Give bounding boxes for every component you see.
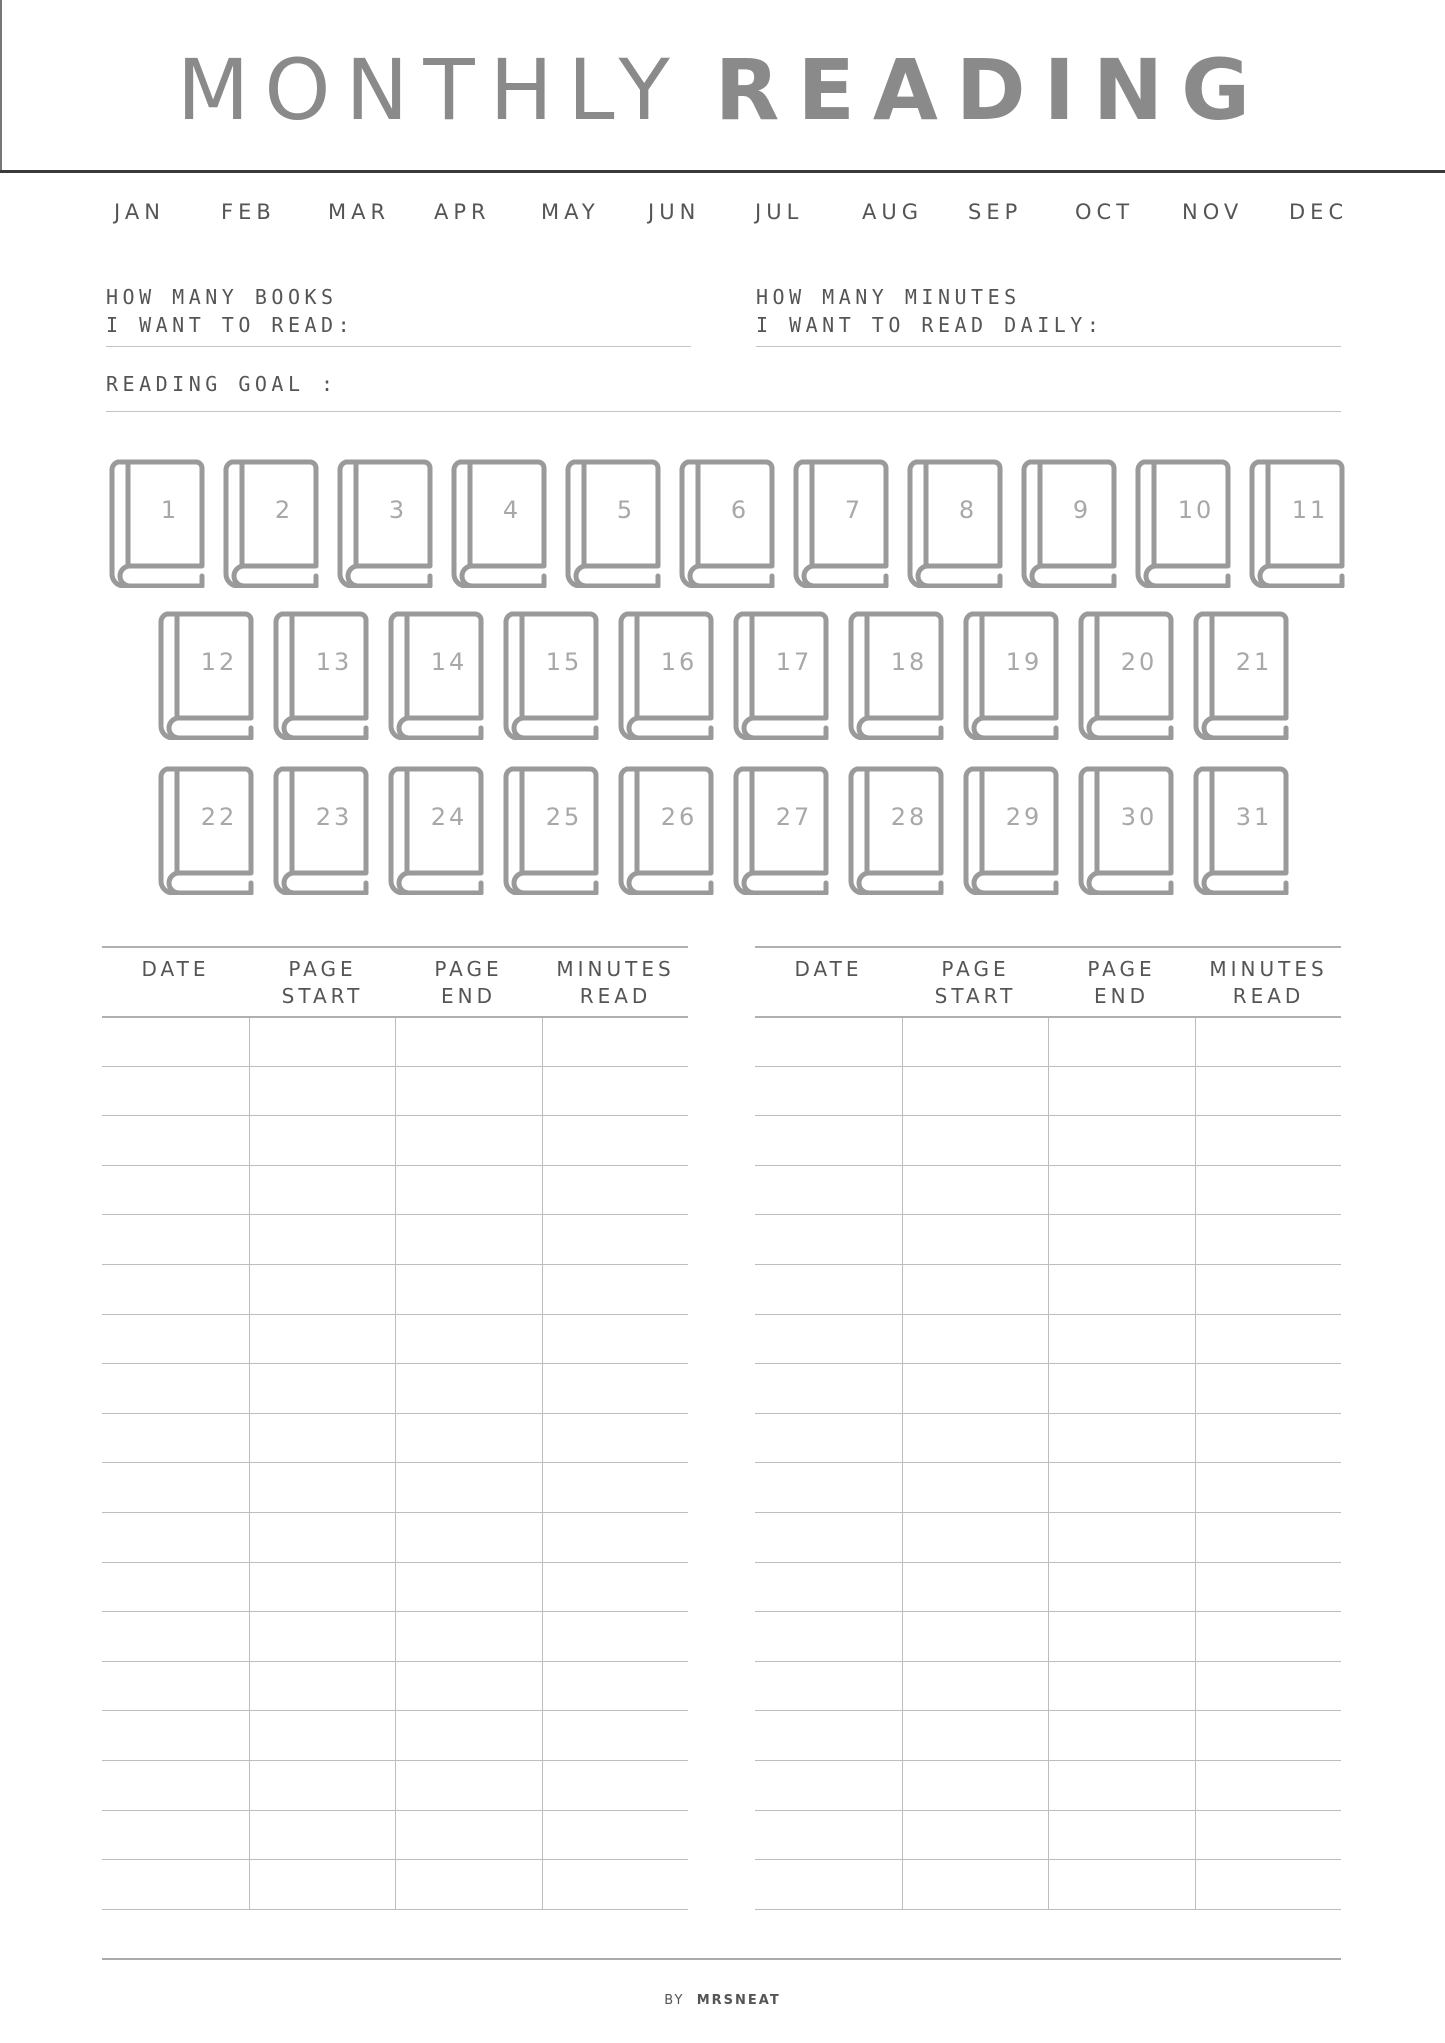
- book-day-number: 3: [388, 496, 408, 524]
- column-header-line1: PAGE: [434, 957, 503, 981]
- column-header-line2: END: [441, 984, 496, 1008]
- minutes-goal-label-line2: I WANT TO READ DAILY:: [756, 313, 1104, 337]
- book-day-number: 7: [844, 496, 864, 524]
- month-jun[interactable]: JUN: [648, 200, 701, 224]
- column-header: [1048, 956, 1195, 1010]
- month-mar[interactable]: MAR: [328, 200, 391, 224]
- column-header-line1: MINUTES: [556, 957, 675, 981]
- reading-goal-label: READING GOAL :: [106, 372, 338, 396]
- book-icon[interactable]: [157, 610, 255, 740]
- month-apr[interactable]: APR: [434, 200, 491, 224]
- book-day-number: 15: [545, 648, 583, 676]
- book-icon[interactable]: [962, 765, 1060, 895]
- month-aug[interactable]: AUG: [862, 200, 924, 224]
- table-row[interactable]: [102, 1909, 688, 1910]
- book-day-number: 22: [200, 803, 238, 831]
- book-day-number: 28: [890, 803, 928, 831]
- column-header-line2: READ: [1232, 984, 1305, 1008]
- title-bold: READING: [714, 41, 1269, 139]
- title-divider: [0, 170, 1445, 173]
- book-day-number: 17: [775, 648, 813, 676]
- books-goal-line[interactable]: [106, 346, 691, 347]
- book-day-number: 19: [1005, 648, 1043, 676]
- column-header-line1: DATE: [794, 957, 863, 981]
- page-title: [0, 40, 1445, 140]
- column-header-line1: PAGE: [941, 957, 1010, 981]
- column-header: [755, 956, 902, 983]
- book-day-number: 30: [1120, 803, 1158, 831]
- book-day-number: 5: [616, 496, 636, 524]
- book-icon[interactable]: [450, 458, 548, 588]
- table-top-rule: [102, 946, 688, 948]
- book-icon[interactable]: [1248, 458, 1346, 588]
- book-day-number: 9: [1072, 496, 1092, 524]
- book-icon[interactable]: [272, 765, 370, 895]
- book-day-number: 14: [430, 648, 468, 676]
- column-header: [542, 956, 689, 1010]
- book-icon[interactable]: [272, 610, 370, 740]
- table-top-rule: [755, 946, 1341, 948]
- book-day-number: 10: [1177, 496, 1215, 524]
- book-day-number: 2: [274, 496, 294, 524]
- column-header: [102, 956, 249, 983]
- book-icon[interactable]: [847, 765, 945, 895]
- column-divider: [249, 1018, 250, 1909]
- column-header-line1: PAGE: [288, 957, 357, 981]
- book-day-number: 31: [1235, 803, 1273, 831]
- book-icon[interactable]: [847, 610, 945, 740]
- books-goal-label: [106, 283, 354, 339]
- footer-divider: [102, 1958, 1341, 1960]
- books-goal-label-line1: HOW MANY BOOKS: [106, 285, 338, 309]
- book-icon[interactable]: [502, 765, 600, 895]
- book-icon[interactable]: [1192, 610, 1290, 740]
- book-icon[interactable]: [617, 610, 715, 740]
- column-header-line1: PAGE: [1087, 957, 1156, 981]
- book-day-number: 11: [1291, 496, 1329, 524]
- column-header: [395, 956, 542, 1010]
- column-header-line2: START: [934, 984, 1017, 1008]
- column-header-line2: START: [281, 984, 364, 1008]
- month-nov[interactable]: NOV: [1182, 200, 1244, 224]
- column-header-line1: DATE: [141, 957, 210, 981]
- column-header: [902, 956, 1049, 1010]
- column-header-line2: READ: [579, 984, 652, 1008]
- title-light: MONTHLY: [176, 41, 685, 139]
- book-icon[interactable]: [1077, 765, 1175, 895]
- book-icon[interactable]: [502, 610, 600, 740]
- book-icon[interactable]: [1192, 765, 1290, 895]
- book-day-number: 18: [890, 648, 928, 676]
- month-dec[interactable]: DEC: [1289, 200, 1349, 224]
- book-icon[interactable]: [564, 458, 662, 588]
- book-icon[interactable]: [732, 610, 830, 740]
- month-feb[interactable]: FEB: [221, 200, 276, 224]
- month-may[interactable]: MAY: [541, 200, 600, 224]
- book-icon[interactable]: [387, 610, 485, 740]
- reading-log-table-left: [102, 946, 688, 1910]
- book-day-number: 23: [315, 803, 353, 831]
- book-day-number: 26: [660, 803, 698, 831]
- book-day-number: 21: [1235, 648, 1273, 676]
- reading-goal-line[interactable]: [106, 411, 1341, 412]
- column-divider: [902, 1018, 903, 1909]
- book-icon[interactable]: [906, 458, 1004, 588]
- book-day-number: 8: [958, 496, 978, 524]
- minutes-goal-label-line1: HOW MANY MINUTES: [756, 285, 1021, 309]
- book-icon[interactable]: [962, 610, 1060, 740]
- column-divider: [1048, 1018, 1049, 1909]
- book-day-number: 1: [160, 496, 180, 524]
- book-icon[interactable]: [1077, 610, 1175, 740]
- month-selector: [114, 200, 1349, 230]
- book-day-number: 6: [730, 496, 750, 524]
- book-icon[interactable]: [157, 765, 255, 895]
- month-jan[interactable]: JAN: [114, 200, 165, 224]
- book-icon[interactable]: [336, 458, 434, 588]
- book-icon[interactable]: [1134, 458, 1232, 588]
- reading-log-table-right: [755, 946, 1341, 1910]
- table-row[interactable]: [755, 1909, 1341, 1910]
- book-day-number: 20: [1120, 648, 1158, 676]
- column-header: [1195, 956, 1342, 1010]
- book-day-number: 16: [660, 648, 698, 676]
- book-icon[interactable]: [617, 765, 715, 895]
- books-goal-label-line2: I WANT TO READ:: [106, 313, 355, 337]
- column-header-line2: END: [1094, 984, 1149, 1008]
- minutes-goal-line[interactable]: [756, 346, 1341, 347]
- month-oct[interactable]: OCT: [1075, 200, 1135, 224]
- book-day-number: 12: [200, 648, 238, 676]
- book-day-number: 4: [502, 496, 522, 524]
- book-icon[interactable]: [1020, 458, 1118, 588]
- book-icon[interactable]: [387, 765, 485, 895]
- footer-credit: [0, 1993, 1445, 2008]
- footer-brand: MRSNEAT: [696, 1993, 781, 2008]
- column-divider: [1195, 1018, 1196, 1909]
- book-icon[interactable]: [108, 458, 206, 588]
- book-icon[interactable]: [732, 765, 830, 895]
- book-day-number: 25: [545, 803, 583, 831]
- column-header: [249, 956, 396, 1010]
- book-icon[interactable]: [792, 458, 890, 588]
- column-header-line1: MINUTES: [1209, 957, 1328, 981]
- book-icon[interactable]: [222, 458, 320, 588]
- book-icon[interactable]: [678, 458, 776, 588]
- month-sep[interactable]: SEP: [968, 200, 1023, 224]
- footer-by: BY: [664, 1993, 685, 2008]
- minutes-goal-label: [756, 283, 1103, 339]
- book-day-number: 29: [1005, 803, 1043, 831]
- column-divider: [395, 1018, 396, 1909]
- book-day-number: 24: [430, 803, 468, 831]
- month-jul[interactable]: JUL: [755, 200, 804, 224]
- book-day-number: 27: [775, 803, 813, 831]
- column-divider: [542, 1018, 543, 1909]
- book-day-number: 13: [315, 648, 353, 676]
